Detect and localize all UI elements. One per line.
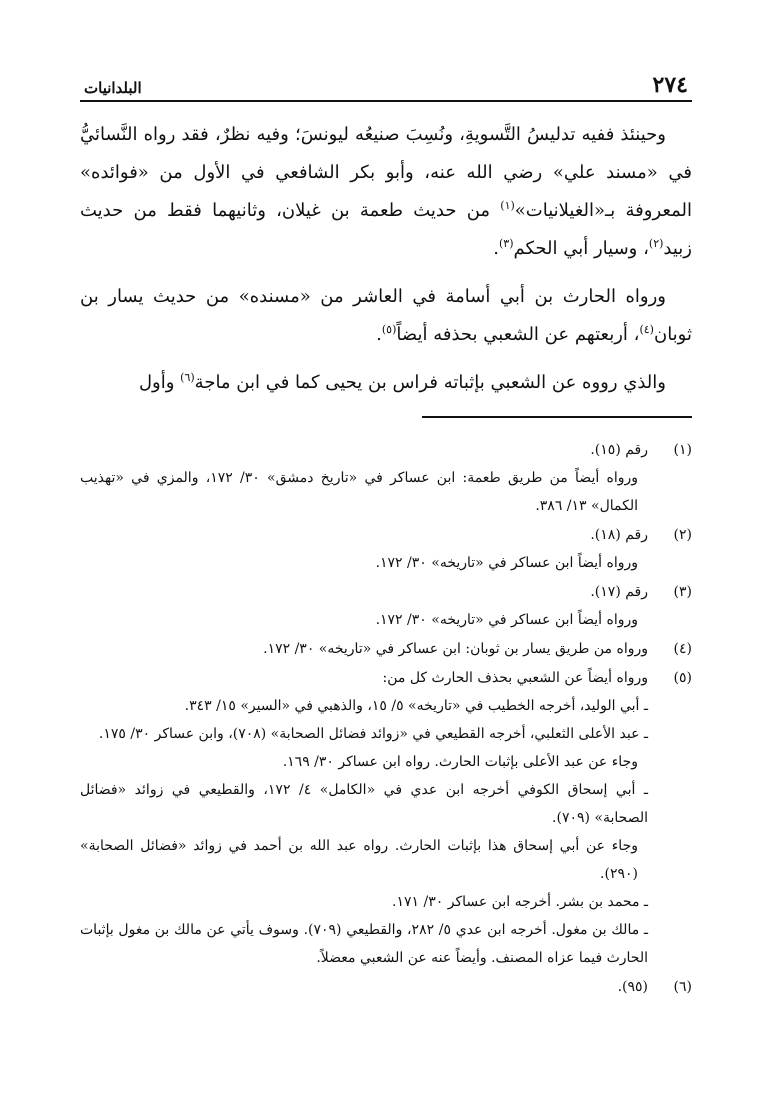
footnote-line: ورواه أيضاً ابن عساكر في «تاريخه» ٣٠/ ١٧٢. — [375, 612, 638, 628]
paragraph-text: ورواه الحارث بن أبي أسامة في العاشر من «مسنده» من حديث يسار بن ثوبان — [80, 286, 692, 345]
footnote-line: رقم (١٥). — [590, 442, 648, 458]
footnote-line: ـ أبي الوليد، أخرجه الخطيب في «تاريخه» ٥/ ١٥، والذهبي في «السير» ١٥/ ٣٤٣. — [184, 698, 648, 714]
footnote-line: ورواه من طريق يسار بن ثوبان: ابن عساكر في «تاريخه» ٣٠/ ١٧٢. — [263, 641, 648, 657]
body-paragraph — [80, 116, 692, 268]
footnote — [80, 664, 692, 972]
footnote — [80, 635, 692, 663]
paragraph-text: . — [376, 324, 382, 345]
paragraph-text: وأول — [138, 372, 181, 393]
footnote — [80, 521, 692, 577]
footnote — [80, 436, 692, 520]
body-paragraph — [80, 278, 692, 354]
footnote-number: (١) — [673, 442, 692, 458]
footnote-marker: (٢) — [648, 237, 664, 250]
footnote-separator — [422, 416, 692, 418]
running-title: البلدانيات — [84, 79, 142, 97]
footnote-marker: (٣) — [498, 237, 514, 250]
footnote-marker: (٤) — [639, 323, 654, 336]
paragraph-text: وحينئذ ففيه تدليسُ التَّسويةِ، ونُسِبَ صنيعُه ليونسَ؛ وفيه نظرٌ، فقد رواه النَّسائيُّ في «مسند علي» رضي الله عنه، وأبو بكر الشافعي في الأول من «فوائده» المعروفة بـ«الغيلانيات» — [80, 124, 692, 221]
footnote-number: (٢) — [673, 527, 692, 543]
footnote-line: رقم (١٧). — [590, 584, 648, 600]
main-text — [80, 116, 692, 402]
footnote-number: (٤) — [673, 641, 692, 657]
footnotes — [80, 436, 692, 1001]
paragraph-text: والذي رووه عن الشعبي بإثباته فراس بن يحيى كما في ابن ماجة — [194, 372, 666, 393]
page-header — [80, 62, 692, 102]
footnote-line: (٩٥). — [617, 979, 648, 995]
footnote-line: ورواه أيضاً ابن عساكر في «تاريخه» ٣٠/ ١٧٢. — [375, 555, 638, 571]
footnote-marker: (٥) — [381, 323, 397, 336]
paragraph-text: . — [493, 238, 499, 259]
paragraph-text: ، وسيار أبي الحكم — [513, 238, 649, 259]
footnote-line: ـ مالك بن مغول. أخرجه ابن عدي ٥/ ٢٨٢، والقطيعي (٧٠٩). وسوف يأتي عن مالك بن مغول بإثبات الحارث فيما عزاه المصنف. وأيضاً عنه عن الشعبي معضلاً. — [80, 922, 648, 966]
footnote-marker: (١) — [500, 199, 515, 212]
footnote-line: وجاء عن عبد الأعلى بإثبات الحارث. رواه ابن عساكر ٣٠/ ١٦٩. — [282, 754, 638, 770]
body-paragraph — [80, 364, 692, 402]
footnote-line: ـ عبد الأعلى الثعلبي، أخرجه القطيعي في «زوائد فضائل الصحابة» (٧٠٨)، وابن عساكر ٣٠/ ١٧٥. — [98, 726, 648, 742]
footnote-line: وجاء عن أبي إسحاق هذا بإثبات الحارث. رواه عبد الله بن أحمد في زوائد «فضائل الصحابة» (٢٩٠). — [80, 838, 638, 882]
footnote-line: ـ أبي إسحاق الكوفي أخرجه ابن عدي في «الكامل» ٤/ ١٧٢، والقطيعي في زوائد «فضائل الصحابة» (٧٠٩). — [80, 782, 648, 826]
footnote — [80, 973, 692, 1001]
footnote-line: ورواه أيضاً عن الشعبي بحذف الحارث كل من: — [382, 670, 648, 686]
footnote — [80, 578, 692, 634]
book-page — [80, 62, 692, 1062]
page-number: ٢٧٤ — [652, 72, 688, 98]
footnote-number: (٥) — [673, 670, 692, 686]
paragraph-text: ، أربعتهم عن الشعبي بحذفه أيضاً — [396, 324, 640, 345]
footnote-line: ـ محمد بن بشر. أخرجه ابن عساكر ٣٠/ ١٧١. — [392, 894, 648, 910]
footnote-line: رقم (١٨). — [590, 527, 648, 543]
footnote-line: ورواه أيضاً من طريق طعمة: ابن عساكر في «تاريخ دمشق» ٣٠/ ١٧٢، والمزي في «تهذيب الكمال» ١٣/ ٣٨٦. — [80, 470, 638, 514]
footnote-marker: (٦) — [180, 371, 195, 384]
footnote-number: (٦) — [673, 979, 692, 995]
footnote-number: (٣) — [673, 584, 692, 600]
paragraph-text: من حديث طعمة بن غيلان، وثانيهما فقط من حديث زبيد — [80, 200, 692, 259]
